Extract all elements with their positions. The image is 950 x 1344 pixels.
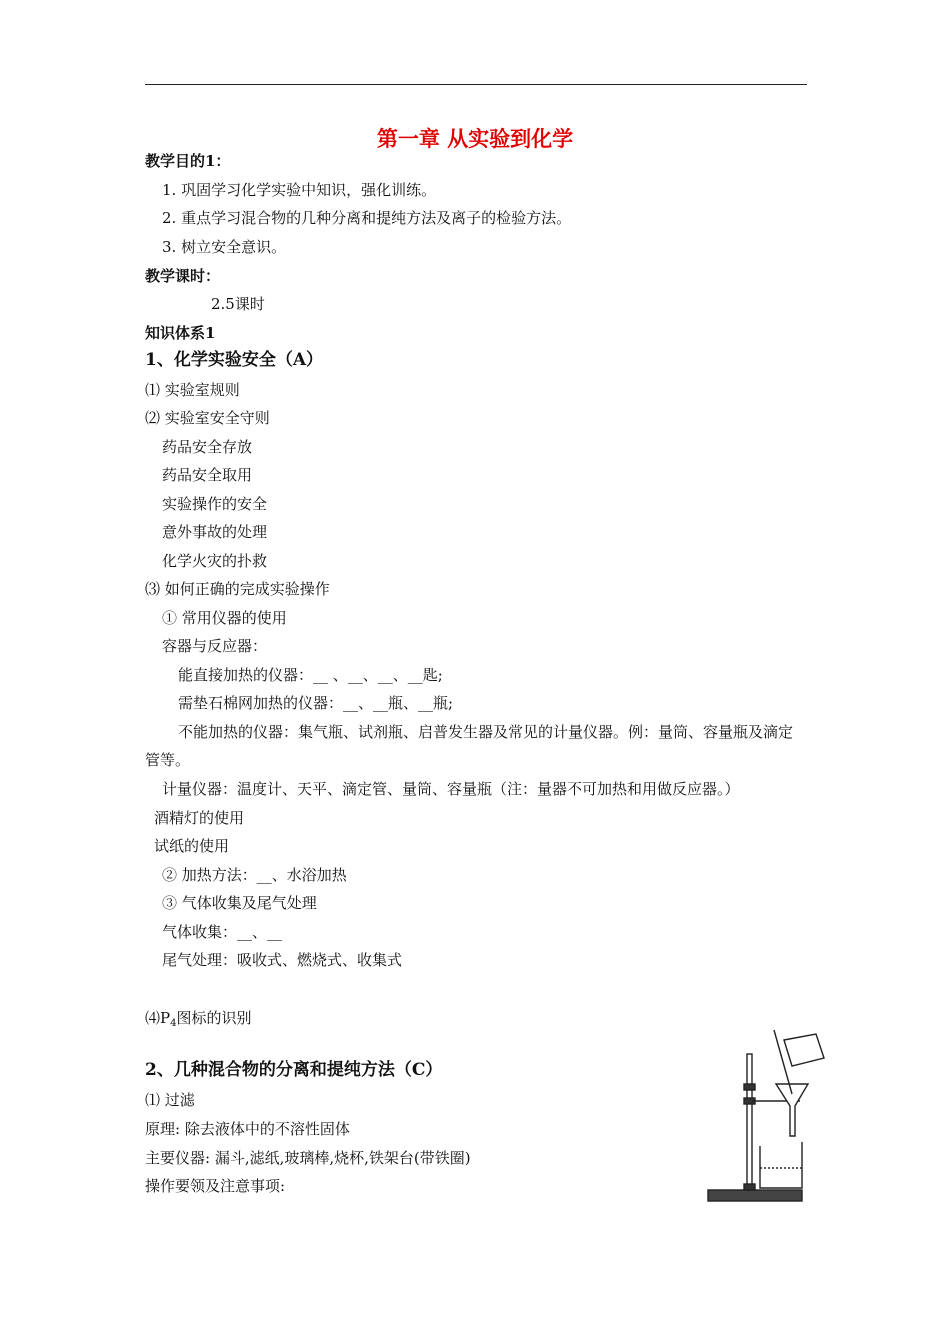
safety-item: 化学火灾的扑救 [162, 552, 268, 570]
instrument-use: ① 常用仪器的使用 [162, 609, 287, 627]
safety-item: 药品安全取用 [162, 466, 253, 484]
safety-item: 药品安全存放 [162, 438, 253, 456]
gas-collect-line: 气体收集：__、__ [162, 923, 283, 941]
tail-gas-line: 尾气处理：吸收式、燃烧式、收集式 [162, 951, 403, 969]
p4-subscript: 4 [170, 1018, 177, 1029]
section1-item-3: ⑶ 如何正确的完成实验操作 [145, 580, 330, 598]
direct-heat-line: 能直接加热的仪器：__ 、__、__、__匙; [178, 666, 443, 684]
system-heading: 知识体系1 [145, 324, 216, 342]
section1-heading: 1、化学实验安全（A） [145, 350, 324, 370]
section2-heading: 2、几种混合物的分离和提纯方法（C） [145, 1060, 443, 1080]
receiving-beaker [760, 1142, 802, 1188]
p4-suffix: 图标的识别 [176, 1009, 252, 1027]
section1-item-2: ⑵ 实验室安全守则 [145, 409, 270, 427]
principle-line: 原理: 除去液体中的不溶性固体 [145, 1120, 350, 1138]
header-rule [145, 84, 807, 85]
objective-item: 3. 树立安全意识。 [162, 238, 287, 256]
objective-item: 1. 巩固学习化学实验中知识，强化训练。 [162, 181, 437, 199]
no-heat-paragraph: 不能加热的仪器：集气瓶、试剂瓶、启普发生器及常见的计量仪器。例：量筒、容量瓶及滴定管等。 [145, 723, 794, 769]
p4-prefix: ⑷P [145, 1009, 171, 1027]
objectives-heading: 教学目的1： [145, 152, 231, 170]
hours-value: 2.5课时 [211, 295, 265, 313]
stand-rod [747, 1054, 752, 1190]
objective-item: 2. 重点学习混合物的几种分离和提纯方法及离子的检验方法。 [162, 209, 572, 227]
chapter-title: 第一章 从实验到化学 [376, 126, 574, 151]
pouring-beaker [784, 1034, 824, 1066]
section1-item-1: ⑴ 实验室规则 [145, 381, 240, 399]
gas-section: ③ 气体收集及尾气处理 [162, 894, 317, 912]
notes-line: 操作要领及注意事项: [145, 1177, 286, 1195]
clamp-bottom [744, 1184, 755, 1190]
safety-item: 实验操作的安全 [162, 495, 268, 513]
heating-method: ② 加热方法：__、水浴加热 [162, 866, 347, 884]
gauze-heat-line: 需垫石棉网加热的仪器：__、__瓶、__瓶; [178, 694, 454, 712]
paper-line: 试纸的使用 [154, 837, 230, 855]
containers-label: 容器与反应器： [162, 637, 268, 655]
instruments-line: 主要仪器: 漏斗,滤纸,玻璃棒,烧杯,铁架台(带铁圈) [145, 1149, 471, 1167]
filtration-apparatus-illustration [704, 1024, 834, 1210]
safety-item: 意外事故的处理 [162, 523, 268, 541]
clamp-upper [744, 1084, 755, 1090]
hours-heading: 教学课时： [145, 267, 221, 285]
stand-base [708, 1190, 802, 1201]
section1-item-4 [145, 1008, 251, 1034]
measuring-line: 计量仪器：温度计、天平、滴定管、量筒、容量瓶（注：量器不可加热和用做反应器。） [162, 780, 740, 798]
lamp-line: 酒精灯的使用 [154, 809, 245, 827]
section2-item-1: ⑴ 过滤 [145, 1091, 195, 1109]
